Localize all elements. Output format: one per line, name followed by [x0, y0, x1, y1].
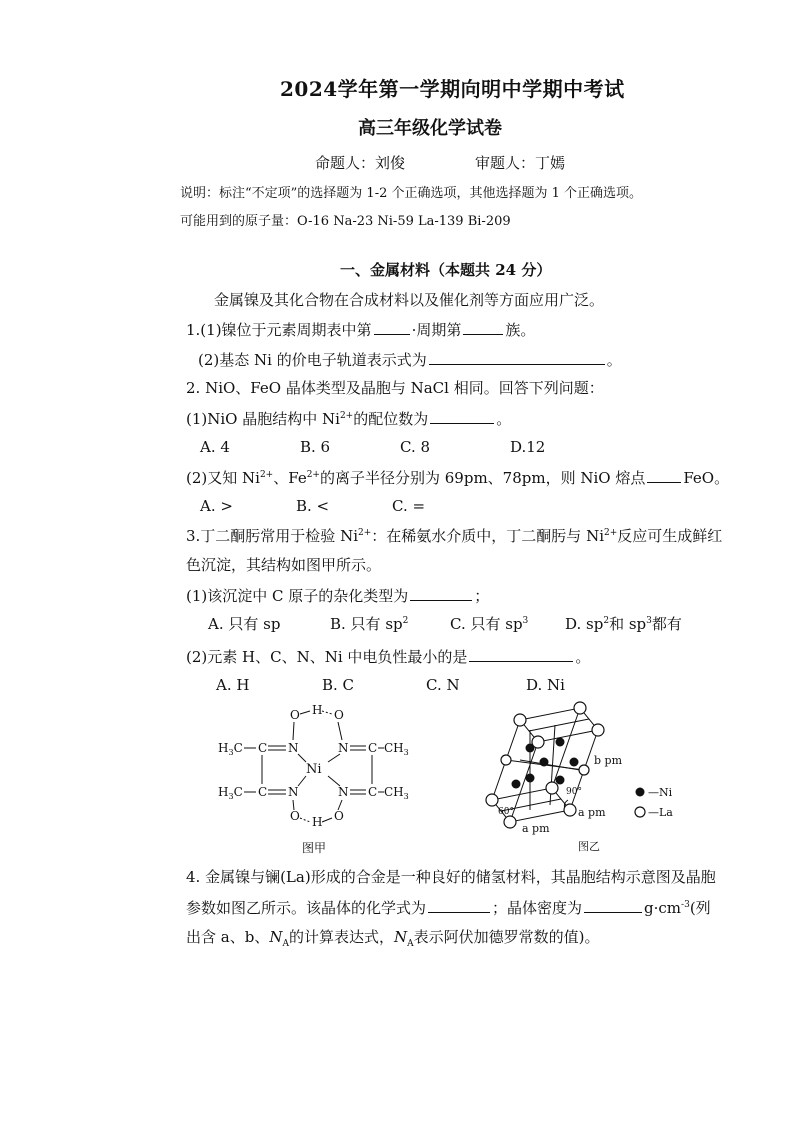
charge-sup: 2+	[358, 528, 372, 538]
option-d[interactable]: D. Ni	[526, 676, 565, 694]
charge-sup: 2+	[306, 470, 320, 480]
avogadro-sub: A	[282, 939, 289, 949]
section-intro: 金属镍及其化合物在合成材料以及催化剂等方面应用广泛。	[214, 291, 605, 309]
answer-blank[interactable]	[429, 348, 605, 365]
option-b[interactable]: B. C	[322, 676, 355, 694]
hydrogen-bond-line	[322, 711, 332, 714]
methyl-h: H	[218, 741, 229, 755]
avogadro-symbol: N	[269, 928, 283, 946]
option-a[interactable]: A. 只有 sp	[208, 615, 281, 633]
q4-text-a: 参数如图乙所示。该晶体的化学式为	[186, 899, 427, 917]
option-b[interactable]: B. 6	[300, 438, 331, 456]
option-a[interactable]: A. >	[200, 497, 233, 515]
option-b[interactable]: B. <	[296, 497, 330, 515]
option-c[interactable]: C. N	[426, 676, 460, 694]
q4-text-c: (列	[689, 899, 711, 917]
atom-n: N	[338, 741, 349, 755]
charge-sup: 2+	[604, 528, 618, 538]
section-heading: 一、金属材料（本题共 24 分）	[340, 261, 552, 279]
ni-atom	[556, 776, 565, 785]
atom-c: C	[258, 785, 268, 799]
question-4-line3	[186, 926, 599, 948]
q3-2-text-a: (2)元素 H、C、N、Ni 中电负性最小的是	[186, 648, 468, 666]
question-2-stem: 2. NiO、FeO 晶体类型及晶胞与 NaCl 相同。回答下列问题：	[186, 379, 604, 397]
exam-subtitle: 高三年级化学试卷	[358, 118, 502, 139]
q3-stem-text-b: ：在稀氨水介质中，丁二酮肟与 Ni	[371, 527, 604, 545]
atom-h: H	[312, 703, 323, 717]
atom-n: N	[288, 785, 299, 799]
q1-2-text-a: (2)基态 Ni 的价电子轨道表示式为	[198, 351, 427, 369]
atom-n: N	[288, 741, 299, 755]
answer-blank[interactable]	[647, 466, 681, 483]
option-d[interactable]: D.12	[510, 438, 546, 456]
ni-atom	[570, 758, 579, 767]
question-4-line2	[186, 896, 711, 919]
charge-sup: 2+	[259, 470, 274, 480]
ni-atom	[512, 780, 521, 789]
q2-2-text-b: 、Fe	[273, 469, 307, 487]
bond-line	[300, 711, 310, 714]
a-parameter-label: a pm	[578, 806, 606, 819]
methyl-sub: 3	[403, 748, 409, 757]
atom-c: C	[368, 785, 378, 799]
instructions-note: 说明：标注“不定项”的选择题为 1-2 个正确选项，其他选择题为 1 个正确选项。	[180, 186, 643, 201]
q2-1-text-b: 的配位数为	[353, 410, 429, 428]
coordinate-bond-arrow	[328, 754, 340, 762]
q4-text-e: 的计算表达式，	[288, 928, 394, 946]
unit-text: g·cm	[644, 899, 682, 917]
coordinate-bond-arrow	[298, 776, 306, 786]
avogadro-symbol: N	[393, 928, 408, 946]
atom-n: N	[338, 785, 349, 799]
ni-atom	[526, 774, 535, 783]
avogadro-sub: A	[407, 939, 414, 949]
setter-label: 命题人：刘俊	[315, 154, 406, 172]
methyl-group	[218, 785, 243, 801]
b-parameter-label: b pm	[594, 754, 623, 767]
q2-2-text-a: (2)又知 Ni	[186, 469, 260, 487]
option-d-text-b: 和 sp	[609, 615, 647, 633]
q4-text-d: 出含 a、b、	[186, 928, 270, 946]
methyl-sub: 3	[228, 748, 234, 757]
bond-line	[293, 722, 294, 740]
angle-60-label: 60°	[498, 807, 514, 817]
orbital-sup: 2	[603, 616, 610, 626]
atomic-masses: 可能用到的原子量：O-16 Na-23 Ni-59 La-139 Bi-209	[180, 214, 511, 229]
q3-2-text-b: 。	[575, 648, 591, 666]
la-atom	[486, 794, 498, 806]
answer-blank[interactable]	[430, 407, 494, 424]
question-1-1: 1.(1)镍位于元素周期表中第 ·周期第 族。	[186, 318, 535, 341]
option-a[interactable]: A. 4	[200, 438, 230, 456]
question-4-line1: 4. 金属镍与镧(La)形成的合金是一种良好的储氢材料，其晶胞结构示意图及晶胞	[186, 868, 716, 886]
q4-text-f: 表示阿伏加德罗常数的值)。	[413, 928, 600, 946]
option-d[interactable]	[565, 613, 682, 635]
cell-inner-line	[529, 719, 589, 731]
atom-c: C	[258, 741, 268, 755]
option-c[interactable]	[450, 613, 528, 635]
methyl-c: C	[233, 741, 243, 755]
methyl-c: C	[233, 785, 243, 799]
option-c[interactable]: C. 8	[400, 438, 431, 456]
question-3-1	[186, 584, 489, 607]
la-atom	[574, 702, 586, 714]
question-2-2	[186, 466, 729, 489]
q1-1-text-b: 周期第	[416, 321, 462, 339]
answer-blank[interactable]	[428, 896, 490, 913]
methyl-h: H	[218, 785, 229, 799]
figure-yi-caption: 图乙	[578, 840, 600, 853]
option-c-text: C. 只有 sp	[450, 615, 523, 633]
question-3-stem-line2: 色沉淀，其结构如图甲所示。	[186, 556, 382, 574]
coordinate-bond-arrow	[328, 776, 340, 786]
orbital-sup: 3	[522, 616, 529, 626]
methyl-group	[384, 785, 409, 801]
bond-line	[322, 818, 332, 822]
ni-atom	[556, 738, 565, 747]
legend-ni-icon	[636, 788, 645, 797]
option-d-text-a: D. sp	[565, 615, 604, 633]
answer-blank[interactable]	[374, 318, 410, 335]
figure-yi-crystal-cell	[470, 690, 720, 860]
q2-2-text-d: FeO。	[683, 469, 730, 487]
la-atom	[514, 714, 526, 726]
ni-atom	[540, 758, 549, 767]
q2-1-text-c: 。	[496, 410, 512, 428]
q2-2-text-c: 的离子半径分别为 69pm、78pm，则 NiO 熔点	[319, 469, 646, 487]
a-parameter-label: a pm	[522, 822, 550, 835]
exam-title: 2024学年第一学期向明中学期中考试	[280, 77, 625, 101]
atom-o: O	[334, 708, 344, 722]
methyl-ch: CH	[384, 785, 404, 799]
atom-o: O	[290, 708, 300, 722]
la-atom	[592, 724, 604, 736]
atom-o: O	[334, 809, 344, 823]
question-3-stem	[186, 525, 722, 547]
answer-blank[interactable]	[469, 645, 573, 662]
cell-edge	[552, 708, 580, 788]
ni-atom-open	[501, 755, 511, 765]
legend-la-icon	[635, 807, 645, 817]
orbital-sup: 3	[646, 616, 652, 626]
answer-blank[interactable]	[584, 896, 642, 913]
q1-1-text-a: 1.(1)镍位于元素周期表中第	[186, 321, 372, 339]
q3-stem-text-a: 3.丁二酮肟常用于检验 Ni	[186, 527, 359, 545]
q4-text-b: ；晶体密度为	[492, 899, 583, 917]
q3-1-text-b: ；	[474, 587, 490, 605]
question-2-1	[186, 407, 511, 430]
option-c[interactable]: C. =	[392, 497, 426, 515]
atom-o: O	[290, 809, 300, 823]
atom-h: H	[312, 815, 323, 829]
la-atom	[546, 782, 558, 794]
hydrogen-bond-line	[300, 818, 310, 822]
ni-atom	[526, 744, 535, 753]
atom-c: C	[368, 741, 378, 755]
reviewer-label: 审题人：丁嫣	[475, 154, 566, 172]
option-d-text-c: 都有	[651, 615, 682, 633]
q1-1-text-c: 族。	[505, 321, 536, 339]
answer-blank[interactable]	[410, 584, 472, 601]
figure-jia-ni-dmg-structure	[210, 700, 420, 860]
figure-jia-caption: 图甲	[302, 841, 327, 855]
unit-sup: -3	[681, 900, 690, 910]
methyl-sub: 3	[228, 792, 234, 801]
atom-ni: Ni	[306, 762, 322, 777]
methyl-ch: CH	[384, 741, 404, 755]
bond-line	[338, 722, 342, 740]
legend-ni-label: —Ni	[648, 786, 673, 799]
answer-blank[interactable]	[463, 318, 503, 335]
option-a[interactable]: A. H	[216, 676, 250, 694]
orbital-sup: 2	[402, 616, 409, 626]
la-atom	[564, 804, 576, 816]
q2-1-text-a: (1)NiO 晶胞结构中 Ni	[186, 410, 340, 428]
methyl-group	[384, 741, 409, 757]
option-b-text: B. 只有 sp	[330, 615, 403, 633]
q3-1-text-a: (1)该沉淀中 C 原子的杂化类型为	[186, 587, 409, 605]
question-1-2	[198, 348, 622, 371]
methyl-group	[218, 741, 243, 757]
option-b[interactable]	[330, 613, 408, 635]
methyl-sub: 3	[403, 792, 409, 801]
question-3-2	[186, 645, 590, 668]
ni-atom-open	[579, 765, 589, 775]
coordinate-bond-arrow	[298, 754, 306, 762]
legend-la-label: —La	[648, 806, 673, 819]
angle-90-label: 90°	[566, 787, 582, 797]
la-atom	[504, 816, 516, 828]
q1-2-text-b: 。	[606, 351, 622, 369]
q3-stem-text-c: 反应可生成鲜红	[617, 527, 723, 545]
charge-sup: 2+	[339, 411, 354, 421]
